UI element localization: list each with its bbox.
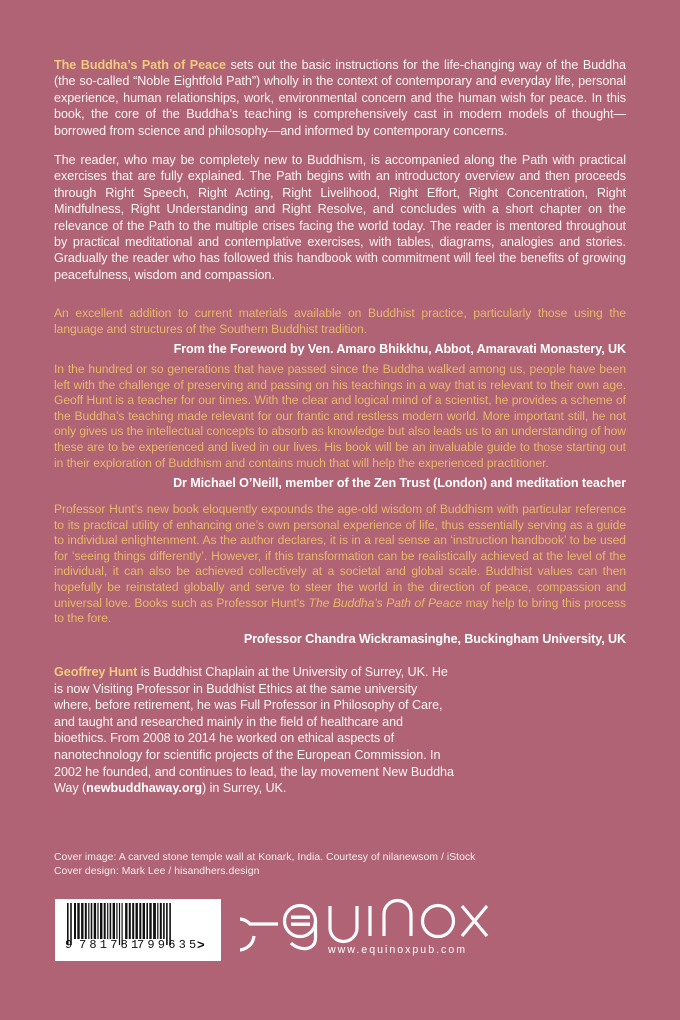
endorsement-2	[54, 362, 626, 492]
endorsement-3-quote	[54, 502, 626, 627]
blurb-paragraph-2	[54, 152, 626, 294]
endorsement-1-attribution: From the Foreword by Ven. Amaro Bhikkhu, Abbot, Amaravati Monastery, UK	[173, 342, 626, 357]
blurb-paragraph-1	[54, 57, 626, 150]
publisher-website[interactable]: www.equinoxpub.com	[328, 944, 468, 956]
endorsement-3-attribution: Professor Chandra Wickramasinghe, Buckingham University, UK	[243, 631, 626, 646]
endorsement-3	[54, 502, 626, 648]
blurb-text-2: The reader, who may be completely new to Buddhism, is accompanied along the Path with practical exercises that are fully explained. The Path begins with an introductory overview and then proceeds through Right Speech, Right Acting, Right Livelihood, Right Effort, Right Concentration, Right Mindfulness, Right Understanding and Right Resolve, and concludes with a short chapter on the relevance of the Path to the multiple crises facing the world today. The reader is mentored throughout by practical meditational and contemplative exercises, with tables, diagrams, analogies and stories. Gradually the reader who has followed this handbook with commitment will feel the benefits of growing peacefulness, wisdom and compassion.	[54, 153, 626, 282]
barcode-digit-leading: 9	[65, 938, 73, 952]
author-bio-part2: ) in Surrey, UK.	[202, 781, 287, 796]
endorsement-2-quote: In the hundred or so generations that have passed since the Buddha walked among us, people have been left with the challenge of preserving and passing on his teachings in a way that is relevant to their own age. Geoff Hunt is a teacher for our times. With the clear and logical mind of a scientist, he provides a scheme of the Buddha’s teaching made relevant for our frantic and restless modern world. More important still, he not only gives us the intellectual concepts to absorb as knowledge but also leads us to an understanding of how these are to be experienced and lived in our lives. His book will be an invaluable guide to those starting out in their exploration of Buddhism and contains much that will help the experienced practitioner.	[54, 362, 626, 470]
barcode-digits-left: 781781	[79, 938, 142, 952]
author-website-link[interactable]: newbuddhaway.org	[86, 781, 202, 796]
endorsement-1	[54, 306, 626, 358]
barcode-graphic	[55, 899, 221, 961]
cover-credits	[54, 851, 574, 878]
endorsement-1-quote: An excellent addition to current materials available on Buddhist practice, particularly those using the language and structures of the Southern Buddhist tradition.	[54, 306, 626, 336]
barcode-digits-right: 799635	[137, 938, 200, 952]
book-title-inline: The Buddha’s Path of Peace	[54, 58, 226, 72]
endorsement-3-quote-part1: Professor Hunt’s new book eloquently expounds the age-old wisdom of Buddhism with particular reference to its practical utility of enhancing one’s own personal experience of life, thus essentially serving as a guide to individual enlightenment. As the author declares, it is in a real sense an ‘instruction handbook’ to be used for ‘seeing things differently’. However, if this transformation can be realistically achieved at the level of the individual, it can also be achieved collectively at a societal and global scale. Buddhist values can then hopefully be reinstated globally and serve to steer the world in the direction of peace, compassion and universal love. Books such as Professor Hunt’s	[54, 502, 626, 610]
author-bio-part1: is Buddhist Chaplain at the University of Surrey, UK. He is now Visiting Professor in Buddhist Ethics at the same university where, before retirement, he was Full Professor in Philosophy of Care, and taught and researched mainly in the field of healthcare and bioethics. From 2008 to 2014 he worked on ethical aspects of nanotechnology for scientific projects of the European Commission. In 2002 he founded, and continues to lead, the lay movement New Buddha Way (	[54, 665, 454, 796]
endorsement-3-quote-part2: may help to bring this process to the fore.	[54, 595, 627, 626]
publisher-logo	[240, 898, 490, 968]
endorsement-2-attribution: Dr Michael O’Neill, member of the Zen Trust (London) and meditation teacher	[173, 476, 626, 491]
author-bio-text	[54, 664, 454, 797]
author-name: Geoffrey Hunt	[54, 665, 138, 679]
cover-design-credit: Cover design: Mark Lee / hisandhers.design	[54, 865, 260, 877]
endorsement-3-quote-title: The Buddha’s Path of Peace	[308, 595, 463, 610]
author-bio	[54, 664, 454, 797]
blurb-body-1: sets out the basic instructions for the life-changing way of the Buddha (the so-called “Noble Eightfold Path”) wholly in the context of contemporary and everyday life, personal experience, human relationships, work, environmental concern and the human wish for peace. In this book, the core of the Buddha’s teaching is comprehensively cast in modern models of thought—borrowed from science and philosophy—and informed by contemporary concerns.	[54, 58, 626, 138]
cover-image-credit: Cover image: A carved stone temple wall at Konark, India. Courtesy of nilanewsom / iStock	[54, 852, 476, 863]
isbn-barcode	[55, 899, 221, 961]
barcode-end-glyph: >	[197, 937, 205, 952]
blurb-text-1	[54, 57, 626, 139]
